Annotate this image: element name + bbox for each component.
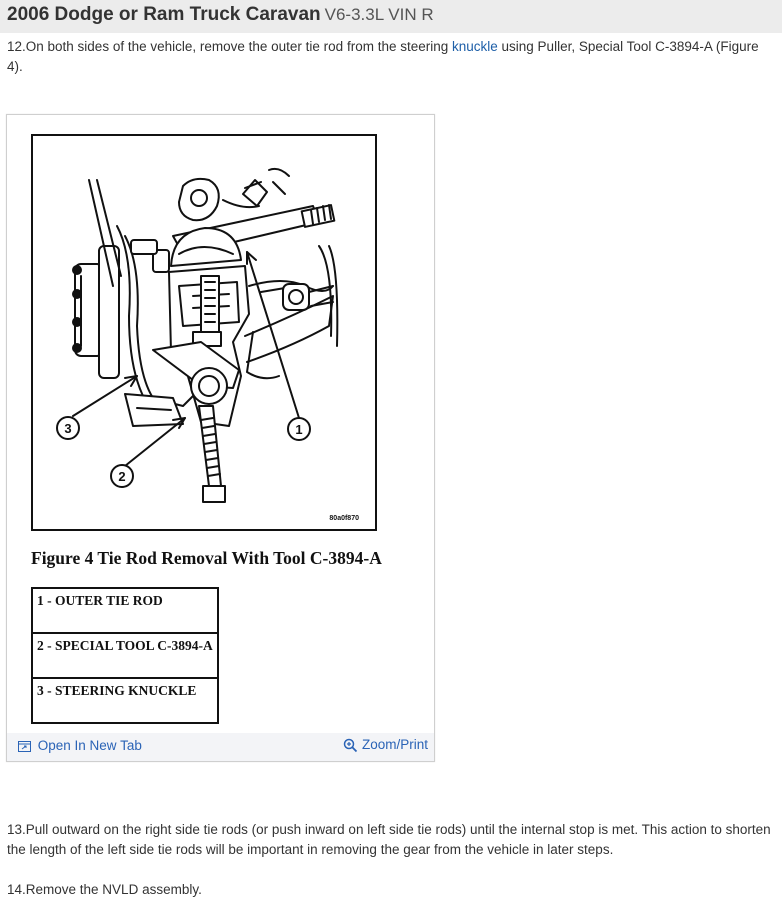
- tie-rod-diagram: [33, 136, 375, 529]
- zoom-print-label: Zoom/Print: [361, 737, 428, 752]
- legend-item-outer-tie-rod: 1 - OUTER TIE ROD: [32, 588, 218, 633]
- step-14-paragraph: 14.Remove the NVLD assembly.: [7, 882, 202, 897]
- callout-number-2: 2: [118, 469, 126, 484]
- callout-number-1: 1: [295, 422, 303, 437]
- step-12-paragraph: [7, 37, 777, 77]
- legend-table: [31, 587, 219, 724]
- legend-row: [32, 678, 218, 723]
- legend-item-steering-knuckle: 3 - STEERING KNUCKLE: [32, 678, 218, 723]
- engine-subtitle: V6-3.3L VIN R: [324, 5, 434, 24]
- vehicle-title: 2006 Dodge or Ram Truck Caravan: [7, 4, 321, 25]
- open-in-new-tab-button[interactable]: [18, 738, 142, 753]
- figure-card: [6, 114, 435, 762]
- legend-row: [32, 633, 218, 678]
- step-13-paragraph: 13.Pull outward on the right side tie rods (or push inward on left side tie rods) until the internal stop is met. This action to shorten the length of the left side tie rods will be important in removing the gear from the vehicle in later steps.: [7, 822, 771, 857]
- zoom-magnifier-icon: [343, 738, 358, 753]
- page-header: [0, 0, 782, 33]
- step-12-text-end: using Puller, Special Tool C-3894-A (Figure 4).: [7, 39, 759, 74]
- open-new-tab-icon: [18, 741, 31, 752]
- tie-rod-illustration[interactable]: [31, 134, 377, 531]
- figure-caption: Figure 4 Tie Rod Removal With Tool C-3894-A: [31, 548, 382, 568]
- figure-toolbar: [7, 733, 434, 761]
- knuckle-link[interactable]: knuckle: [452, 39, 498, 54]
- legend-item-special-tool: 2 - SPECIAL TOOL C-3894-A: [32, 633, 218, 678]
- figure-code: 80a0f870: [329, 515, 359, 522]
- legend-row: [32, 588, 218, 633]
- step-12-text-start: 12.On both sides of the vehicle, remove the outer tie rod from the steering: [7, 39, 452, 54]
- open-in-new-tab-label: Open In New Tab: [37, 738, 142, 753]
- callout-number-3: 3: [64, 421, 72, 436]
- zoom-print-button[interactable]: [343, 737, 428, 753]
